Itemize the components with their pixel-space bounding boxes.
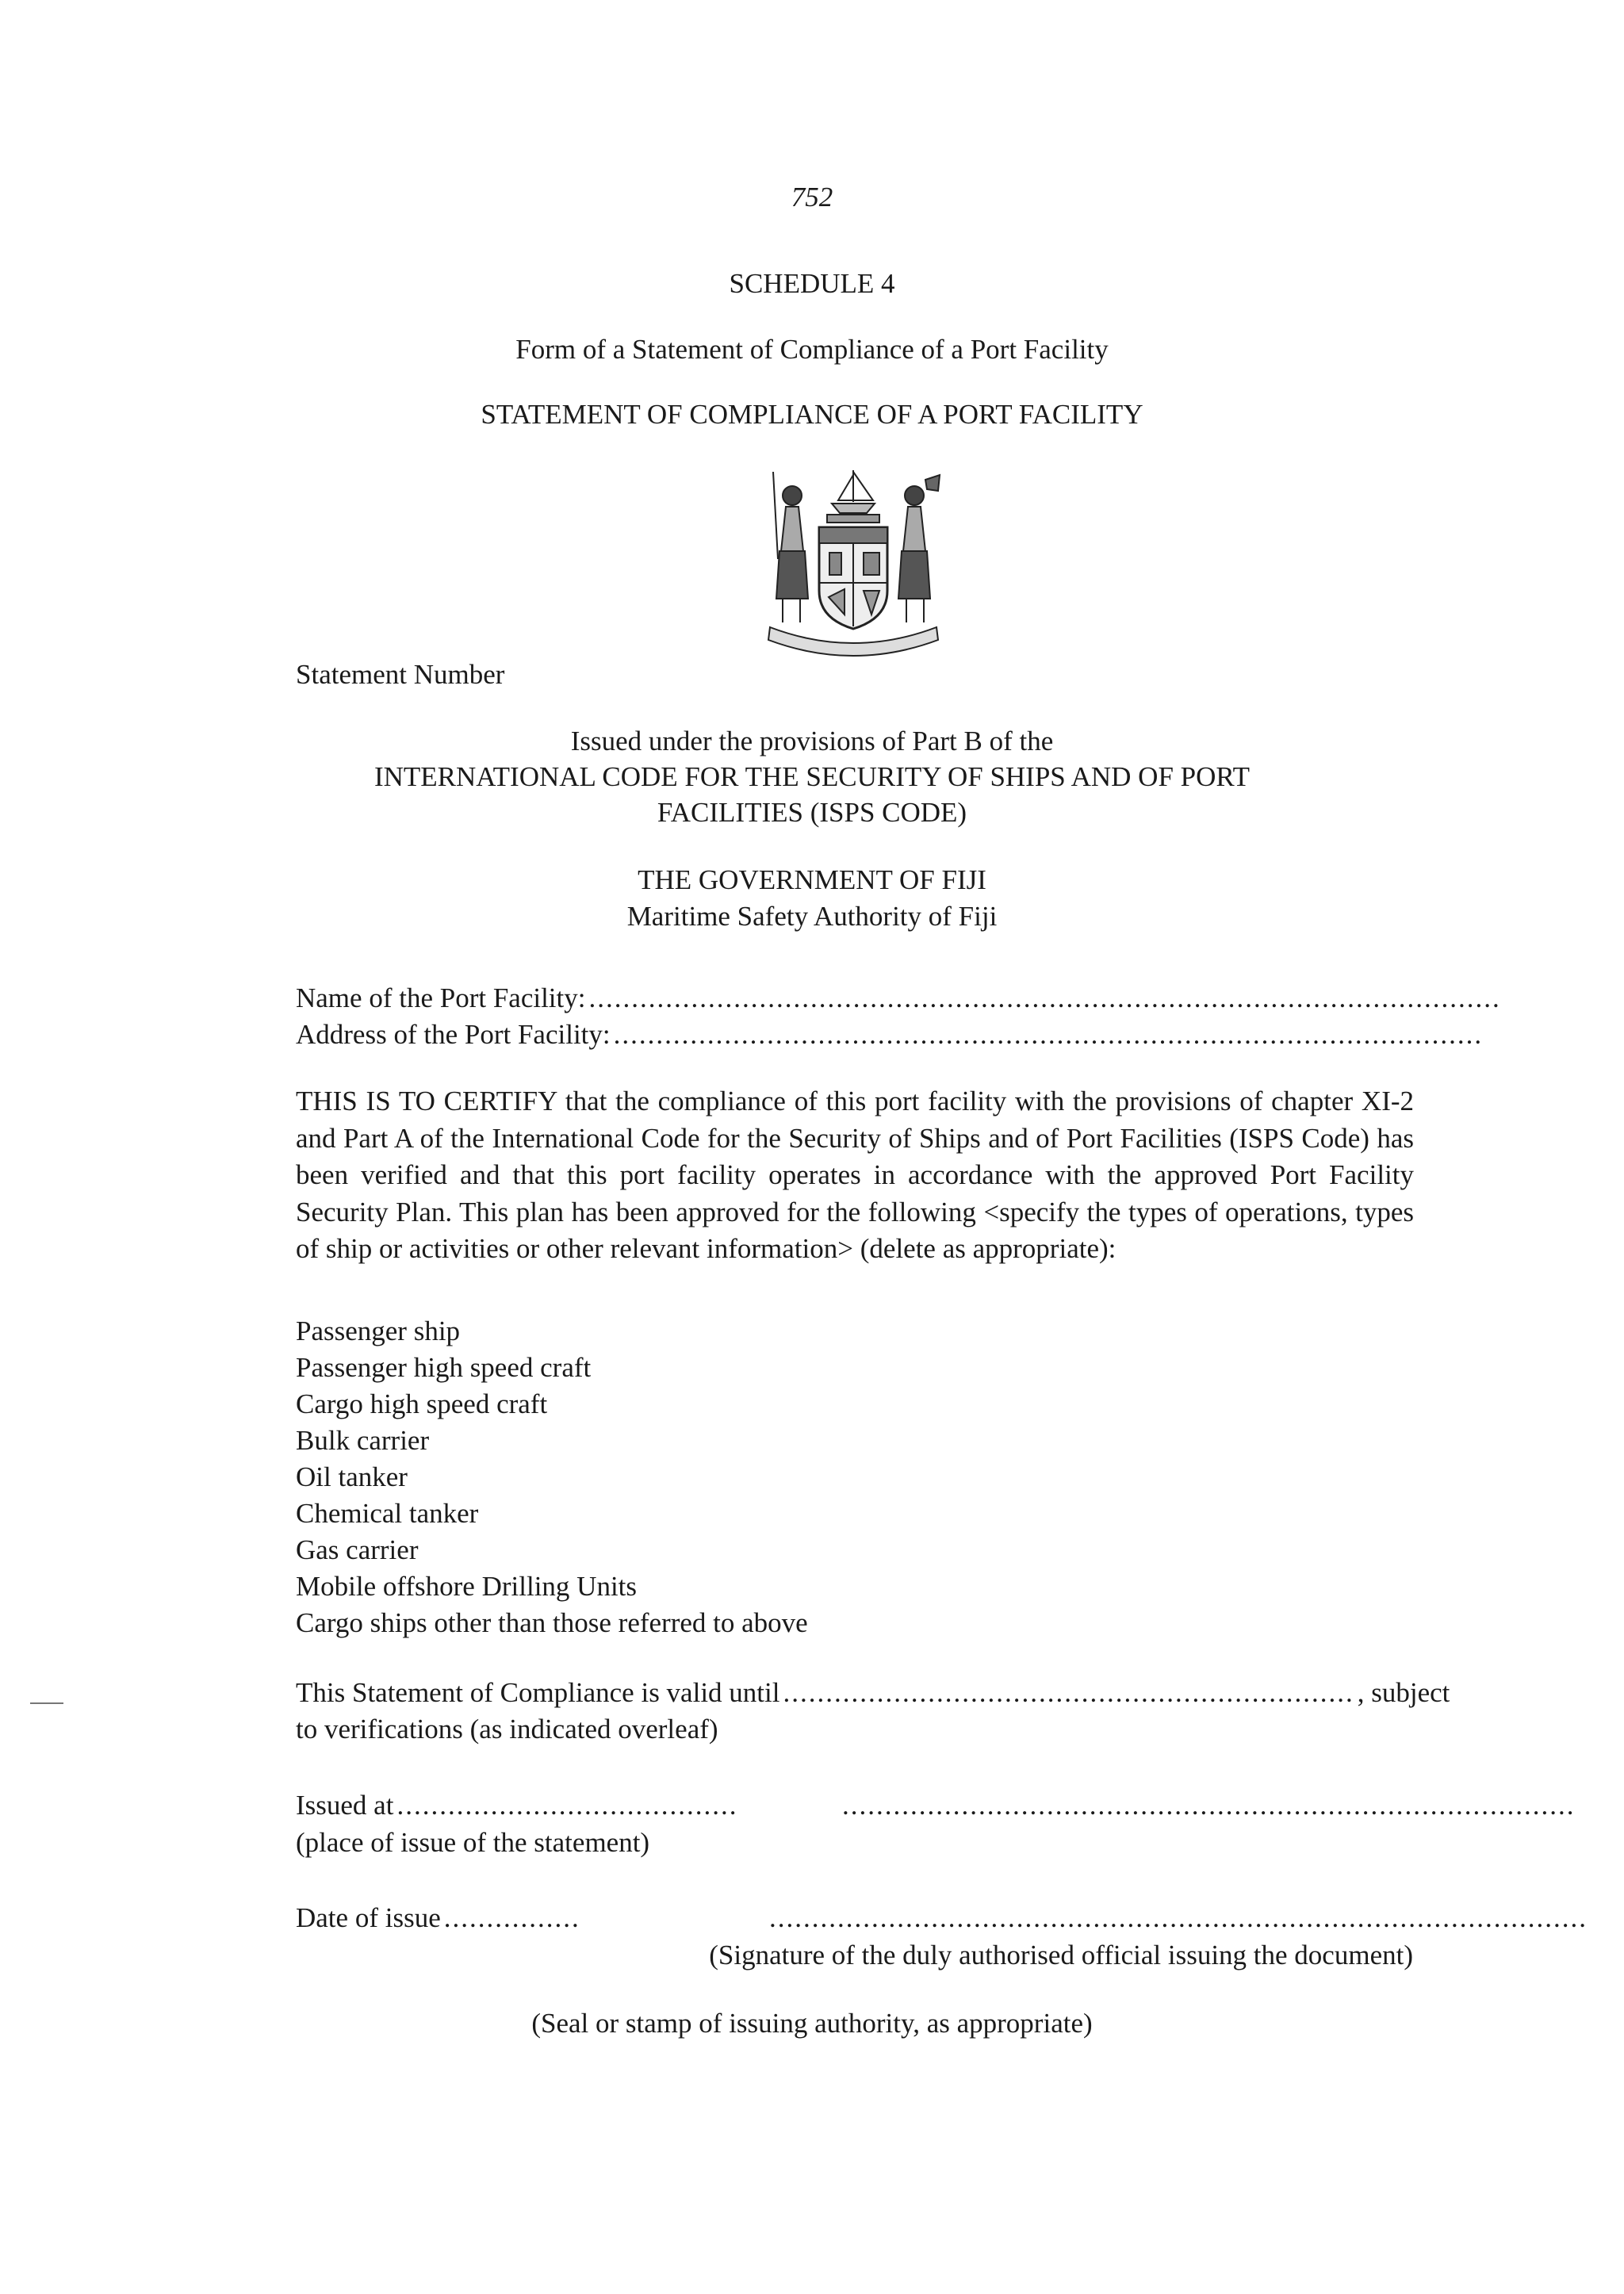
ship-type-item: Passenger high speed craft [296, 1352, 592, 1383]
ship-type-item: Bulk carrier [296, 1425, 430, 1456]
port-facility-address-field[interactable] [296, 1017, 1484, 1053]
port-facility-name-label: Name of the Port Facility: [296, 982, 586, 1013]
schedule-heading: SCHEDULE 4 [729, 268, 895, 299]
port-facility-address-dots: ...................................................................................................... [613, 1019, 1484, 1050]
validity-dots: ................................................................... [783, 1677, 1354, 1708]
issued-at-dots: ........................................ [396, 1790, 738, 1821]
authority-name: Maritime Safety Authority of Fiji [626, 901, 998, 932]
page-number: 752 [791, 182, 833, 213]
ship-type-item: Oil tanker [296, 1461, 408, 1492]
government-name: THE GOVERNMENT OF FIJI [638, 864, 986, 895]
issued-under-line3: FACILITIES (ISPS CODE) [657, 797, 967, 828]
certification-paragraph: THIS IS TO CERTIFY that the compliance of this port facility with the provisions of chapter XI-2 and Part A of the International Code for the Security of Ships and of Port Facilities (ISPS Code) has been verified and that this port facility operates in accordance with the approved Port Facility Security Plan. This plan has been approved for the following <specify the types of operations, types of ship or activities or other relevant information> (delete as appropriate): [296, 1086, 1414, 1264]
ship-type-item: Chemical tanker [296, 1498, 479, 1529]
ship-type-item: Gas carrier [296, 1534, 419, 1565]
validity-suffix: , subject [1357, 1677, 1450, 1708]
issued-under-line1: Issued under the provisions of Part B of the [570, 726, 1054, 756]
ship-type-item: Passenger ship [296, 1316, 461, 1346]
issued-at-field[interactable] [296, 1787, 738, 1824]
date-of-issue-field[interactable] [296, 1900, 580, 1936]
statement-number-label: Statement Number [296, 659, 505, 690]
port-facility-name-dots: ........................................................................................................... [588, 982, 1501, 1013]
ship-type-item: Cargo high speed craft [296, 1388, 548, 1419]
form-title: Form of a Statement of Compliance of a Port Facility [515, 334, 1109, 365]
issued-under-line2: INTERNATIONAL CODE FOR THE SECURITY OF SHIPS AND OF PORT [373, 761, 1251, 792]
validity-prefix: This Statement of Compliance is valid until [296, 1677, 780, 1708]
signature-caption: (Signature of the duly authorised official issuing the document) [709, 1940, 1413, 1970]
issued-at-right-dots[interactable]: ...................................................................................... [842, 1790, 1576, 1821]
signature-line[interactable]: ................................................................................................ [769, 1902, 1588, 1933]
validity-field[interactable] [296, 1675, 1450, 1711]
date-of-issue-label: Date of issue [296, 1902, 441, 1933]
main-title: STATEMENT OF COMPLIANCE OF A PORT FACILITY [481, 399, 1143, 430]
issued-at-label: Issued at [296, 1790, 394, 1821]
date-of-issue-dots: ................ [443, 1902, 580, 1933]
issued-at-caption: (place of issue of the statement) [296, 1827, 650, 1858]
ship-type-item: Cargo ships other than those referred to above [296, 1607, 808, 1638]
margin-mark [30, 1702, 63, 1704]
validity-line2: to verifications (as indicated overleaf) [296, 1714, 718, 1744]
fiji-coat-of-arms-icon [762, 464, 944, 654]
port-facility-name-field[interactable] [296, 980, 1501, 1017]
port-facility-address-label: Address of the Port Facility: [296, 1019, 611, 1050]
ship-type-item: Mobile offshore Drilling Units [296, 1571, 638, 1602]
seal-caption: (Seal or stamp of issuing authority, as appropriate) [531, 2008, 1093, 2039]
